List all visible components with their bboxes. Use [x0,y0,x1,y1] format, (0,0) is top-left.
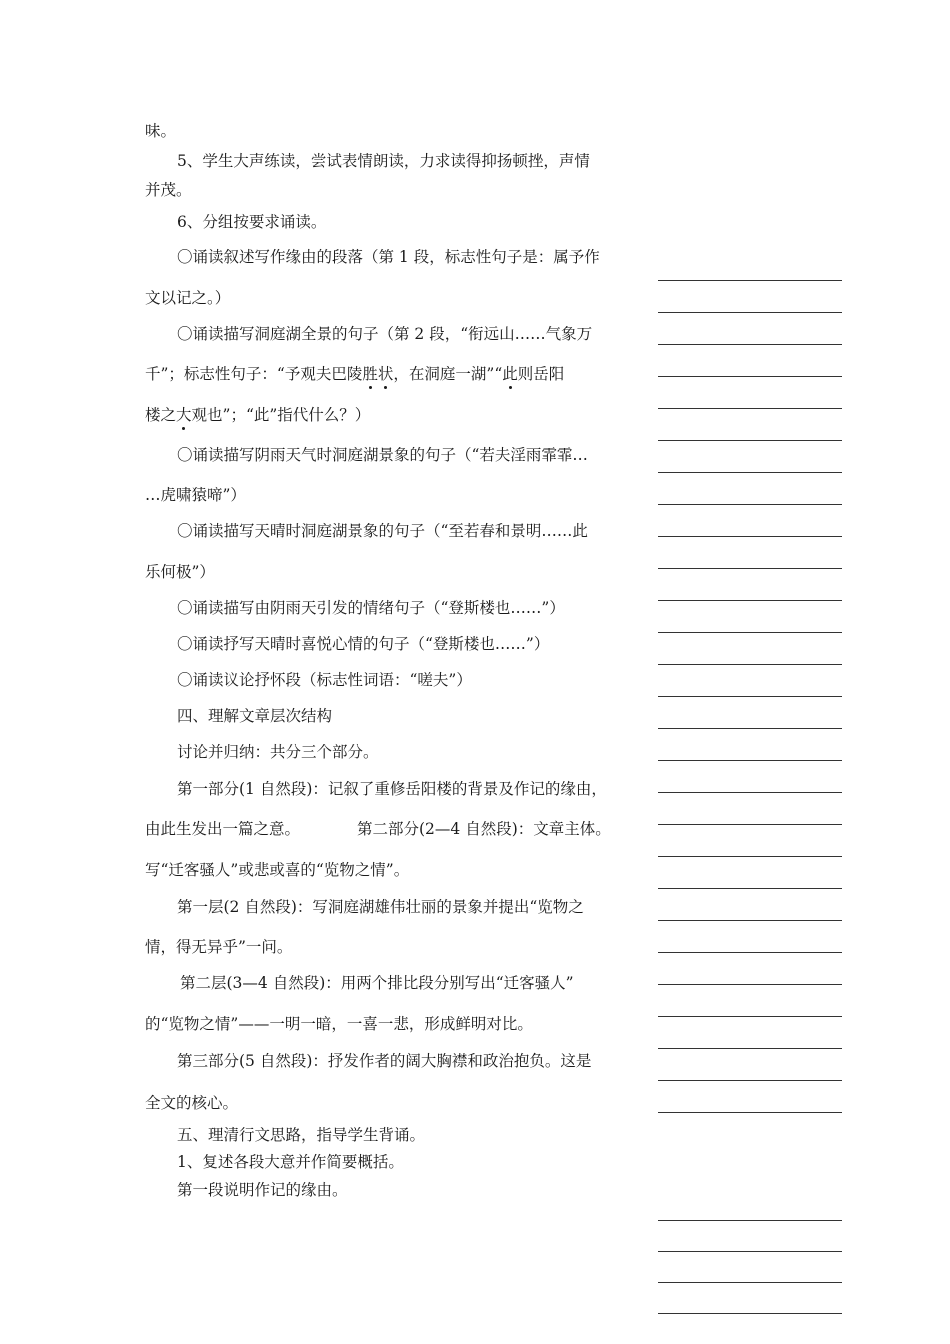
answer-line [658,760,842,761]
text-line: 6、分组按要求诵读。 [177,213,327,231]
text-line: 〇诵读描写阴雨天气时洞庭湖景象的句子（“若夫淫雨霏霏… [177,446,588,464]
text-line: 〇诵读描写由阴雨天引发的情绪句子（“登斯楼也……”） [177,599,565,617]
emphasis-char: 大 [176,406,192,424]
text-line: 1、复述各段大意并作简要概括。 [177,1153,404,1171]
text-line: 全文的核心。 [145,1094,239,1112]
text-line: 〇诵读描写天晴时洞庭湖景象的句子（“至若春和景明……此 [177,522,588,540]
answer-line [658,1080,842,1081]
answer-line [658,1048,842,1049]
answer-line [658,312,842,313]
answer-line [658,984,842,985]
emphasis-char: 胜 [362,365,378,383]
answer-line [658,1112,842,1113]
answer-line [658,664,842,665]
section-heading: 五、理清行文思路，指导学生背诵。 [177,1126,426,1144]
text-line: 〇诵读抒写天晴时喜悦心情的句子（“登斯楼也……”） [177,635,550,653]
text-segment: ，在洞庭一湖”“ [393,365,503,383]
text-segment: 则岳阳 [517,365,565,383]
text-line: 第二部分(2—4 自然段)：文章主体。 [357,820,611,838]
answer-line [658,728,842,729]
answer-line [658,504,842,505]
emphasis-char: 状 [377,365,394,383]
text-line: 〇诵读叙述写作缘由的段落（第 1 段，标志性句子是：属予作 [177,248,600,266]
text-segment: 观也”；“此”指代什么？） [191,406,371,424]
answer-line [658,696,842,697]
answer-line [658,632,842,633]
answer-line [658,440,842,441]
answer-line [658,376,842,377]
answer-line [658,280,842,281]
answer-line [658,1220,842,1221]
answer-line [658,600,842,601]
text-line: 〇诵读议论抒怀段（标志性词语：“嗟夫”） [177,671,472,689]
section-heading: 四、理解文章层次结构 [177,707,333,725]
answer-line [658,1251,842,1252]
text-segment: 楼之 [145,406,177,424]
text-line: 第一部分(1 自然段)：记叙了重修岳阳楼的背景及作记的缘由， [177,780,607,798]
answer-line [658,536,842,537]
text-line: 写“迁客骚人”或悲或喜的“览物之情”。 [145,861,410,879]
text-line: 文以记之。） [145,289,231,307]
emphasis-char: 此 [502,365,518,383]
answer-line [658,824,842,825]
text-line: 5、学生大声练读，尝试表情朗读，力求读得抑扬顿挫，声情 [177,152,590,170]
text-line: …虎啸猿啼”） [145,486,246,504]
answer-line [658,856,842,857]
text-line: 由此生发出一篇之意。 [145,820,301,838]
answer-line [658,1282,842,1283]
text-line: 讨论并归纳：共分三个部分。 [177,743,379,761]
answer-line [658,1016,842,1017]
answer-line [658,888,842,889]
text-line: 味。 [145,122,177,140]
answer-line [658,344,842,345]
text-line: 第一层(2 自然段)：写洞庭湖雄伟壮丽的景象并提出“览物之 [177,898,584,916]
text-line: 第三部分(5 自然段)：抒发作者的阔大胸襟和政治抱负。这是 [177,1052,592,1070]
text-line: 情，得无异乎”一问。 [145,938,293,956]
text-line: 乐何极”） [145,563,215,581]
answer-line [658,568,842,569]
answer-line [658,920,842,921]
answer-line [658,472,842,473]
answer-line [658,792,842,793]
text-line: 〇诵读描写洞庭湖全景的句子（第 2 段，“衔远山……气象万 [177,325,593,343]
text-line: 的“览物之情”——一明一暗，一喜一悲，形成鲜明对比。 [145,1015,533,1033]
text-line-with-emphasis [145,405,370,425]
text-line: 并茂。 [145,181,192,199]
answer-line [658,952,842,953]
text-line-with-emphasis [145,364,564,384]
text-segment: 千”；标志性句子：“予观夫巴陵 [145,365,363,383]
answer-line [658,1313,842,1314]
text-line: 第一段说明作记的缘由。 [177,1181,348,1199]
text-line: 第二层(3—4 自然段)：用两个排比段分别写出“迁客骚人” [180,974,574,992]
answer-line [658,408,842,409]
